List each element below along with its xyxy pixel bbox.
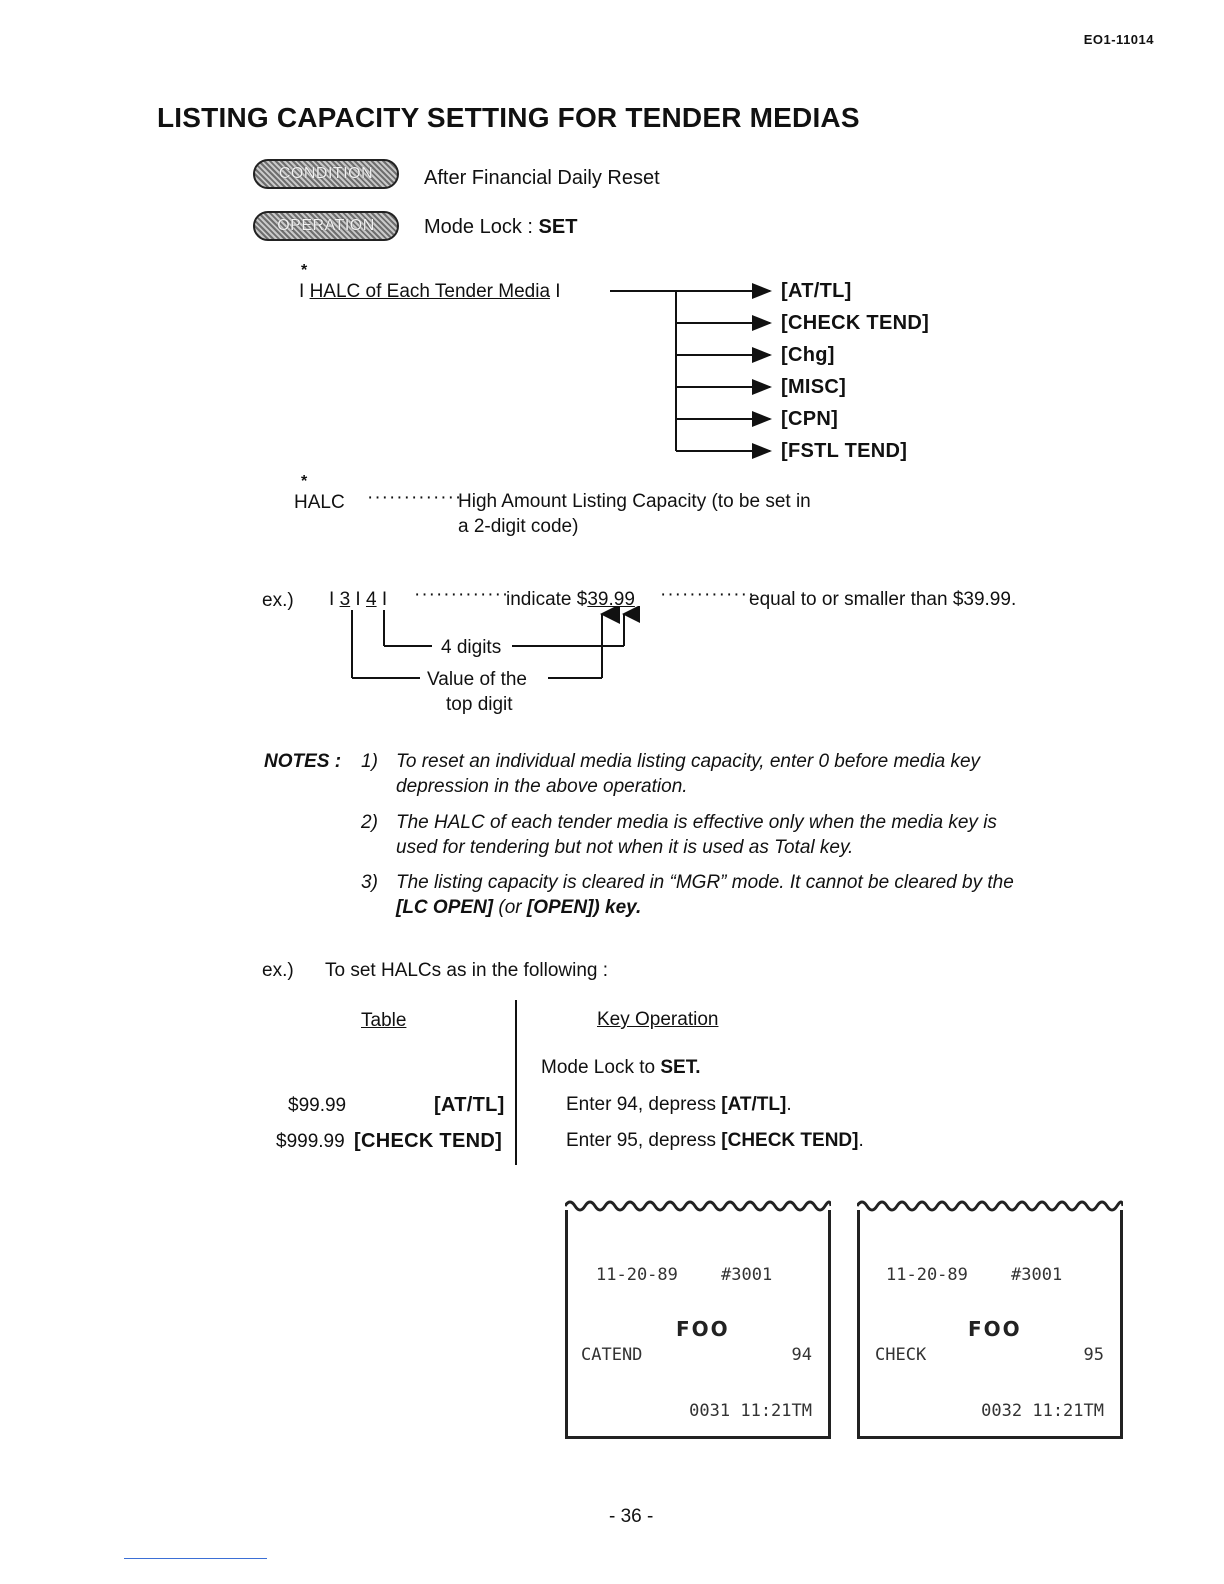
- page-number: - 36 -: [609, 1506, 654, 1527]
- receipt-2-logo: FOO: [968, 1317, 1022, 1341]
- note-3-text: [396, 870, 1014, 920]
- note-2-num: 2): [361, 812, 378, 833]
- code-bar: I: [355, 589, 361, 610]
- definition-dots: ·············: [367, 487, 463, 508]
- condition-badge: CONDITION: [253, 159, 399, 189]
- note-1-num: 1): [361, 751, 378, 772]
- operation-text-prefix: Mode Lock :: [424, 216, 539, 238]
- code-digit-top: 3: [339, 589, 351, 610]
- flow-bar-left: I: [299, 281, 305, 302]
- key-op-row-1: [566, 1094, 792, 1116]
- table-header: Table: [361, 1010, 407, 1031]
- table-row-2-amount: $999.99: [276, 1131, 345, 1152]
- receipt-2-date: 11-20-89: [886, 1265, 968, 1285]
- note-1-line2: depression in the above operation.: [396, 776, 688, 797]
- key-op-row-1-prefix: Enter 94, depress: [566, 1094, 722, 1115]
- note-3-line1: The listing capacity is cleared in “MGR” mode. It cannot be cleared by the: [396, 872, 1014, 893]
- operation-text: [424, 216, 577, 239]
- definition-line1: High Amount Listing Capacity (to be set in: [458, 491, 811, 512]
- example1-top-line2: top digit: [446, 694, 513, 715]
- flow-key-check-tend: [CHECK TEND]: [781, 312, 930, 334]
- definition-term: HALC: [294, 492, 345, 513]
- example1-result: equal to or smaller than $39.99.: [749, 589, 1017, 610]
- note-1-text: [396, 749, 980, 799]
- receipt-1: [565, 1210, 831, 1439]
- example1-top-line1: Value of the: [427, 669, 528, 690]
- mode-prefix: Mode Lock to: [541, 1057, 661, 1078]
- receipt-2-torn-edge: [857, 1198, 1123, 1214]
- receipt-1-item: CATEND: [581, 1345, 643, 1365]
- receipt-1-date: 11-20-89: [596, 1265, 678, 1285]
- key-op-row-2: [566, 1130, 864, 1152]
- receipt-2-value: 95: [1083, 1345, 1104, 1365]
- indicate-amount: 39.99: [587, 589, 635, 610]
- mode-value: SET.: [660, 1057, 701, 1078]
- table-row-1-amount: $99.99: [288, 1095, 347, 1116]
- definition-line2: a 2-digit code): [458, 516, 579, 537]
- table-row-1-key: [AT/TL]: [434, 1094, 505, 1116]
- flow-arrows: [600, 280, 790, 465]
- code-digit-count: 4: [365, 589, 377, 610]
- definition-asterisk: *: [301, 473, 308, 490]
- key-op-row-2-key: [CHECK TEND]: [721, 1130, 859, 1151]
- flow-key-fstl-tend: [FSTL TEND]: [781, 440, 908, 462]
- example1-digits-label: 4 digits: [441, 637, 502, 658]
- page-title: LISTING CAPACITY SETTING FOR TENDER MEDIAS: [157, 102, 860, 133]
- note-1-line1: To reset an individual media listing capacity, enter 0 before media key: [396, 751, 981, 772]
- example1-dots-2: ·············: [660, 584, 756, 605]
- receipt-1-logo: FOO: [676, 1317, 730, 1341]
- operation-mode-value: SET: [538, 216, 578, 238]
- example2-label: ex.): [262, 960, 294, 981]
- indicate-text: indicate $: [506, 589, 588, 610]
- table-divider: [515, 1000, 517, 1165]
- flow-source-label: HALC of Each Tender Media: [309, 281, 551, 302]
- key-op-row-2-prefix: Enter 95, depress: [566, 1130, 722, 1151]
- receipt-2-register: #3001: [1011, 1265, 1063, 1285]
- code-bar: I: [329, 589, 335, 610]
- receipt-1-register: #3001: [721, 1265, 773, 1285]
- footer-rule: [124, 1558, 267, 1559]
- condition-text: After Financial Daily Reset: [424, 167, 660, 189]
- flow-key-at-tl: [AT/TL]: [781, 280, 852, 302]
- note-3-mid: (or: [493, 897, 527, 918]
- note-2-line2: used for tendering but not when it is used as Total key.: [396, 837, 854, 858]
- key-op-row-1-end: .: [786, 1094, 792, 1115]
- receipt-2-footer: 0032 11:21TM: [981, 1401, 1104, 1421]
- example2-intro: To set HALCs as in the following :: [325, 960, 609, 981]
- flow-bar-right: I: [555, 281, 561, 302]
- receipt-2: [857, 1210, 1123, 1439]
- flow-source: [299, 281, 561, 303]
- note-3-key-lc-open: [LC OPEN]: [396, 897, 494, 918]
- flow-key-cpn: [CPN]: [781, 408, 839, 430]
- flow-asterisk: *: [301, 262, 308, 279]
- table-row-2-key: [CHECK TEND]: [354, 1130, 503, 1152]
- mode-lock-line: [541, 1057, 700, 1079]
- note-3-num: 3): [361, 872, 378, 893]
- example1-dots-1: ·············: [414, 584, 510, 605]
- receipt-1-value: 94: [791, 1345, 812, 1365]
- code-bar: I: [381, 589, 388, 610]
- key-op-row-2-end: .: [858, 1130, 864, 1151]
- receipt-2-item: CHECK: [875, 1345, 927, 1365]
- note-2-text: [396, 810, 997, 860]
- operation-badge: OPERATION: [253, 211, 399, 241]
- note-3-key-open: [OPEN]: [526, 897, 594, 918]
- key-operation-header: Key Operation: [597, 1009, 719, 1030]
- notes-label: NOTES :: [264, 751, 342, 772]
- flow-key-misc: [MISC]: [781, 376, 847, 398]
- note-3-end: ) key.: [593, 897, 642, 918]
- flow-key-chg: [Chg]: [781, 344, 835, 366]
- key-op-row-1-key: [AT/TL]: [721, 1094, 787, 1115]
- document-id: EO1-11014: [1083, 32, 1154, 47]
- receipt-1-torn-edge: [565, 1198, 831, 1214]
- receipt-1-footer: 0031 11:21TM: [689, 1401, 812, 1421]
- note-2-line1: The HALC of each tender media is effective only when the media key is: [396, 812, 997, 833]
- example1-label: ex.): [262, 590, 294, 611]
